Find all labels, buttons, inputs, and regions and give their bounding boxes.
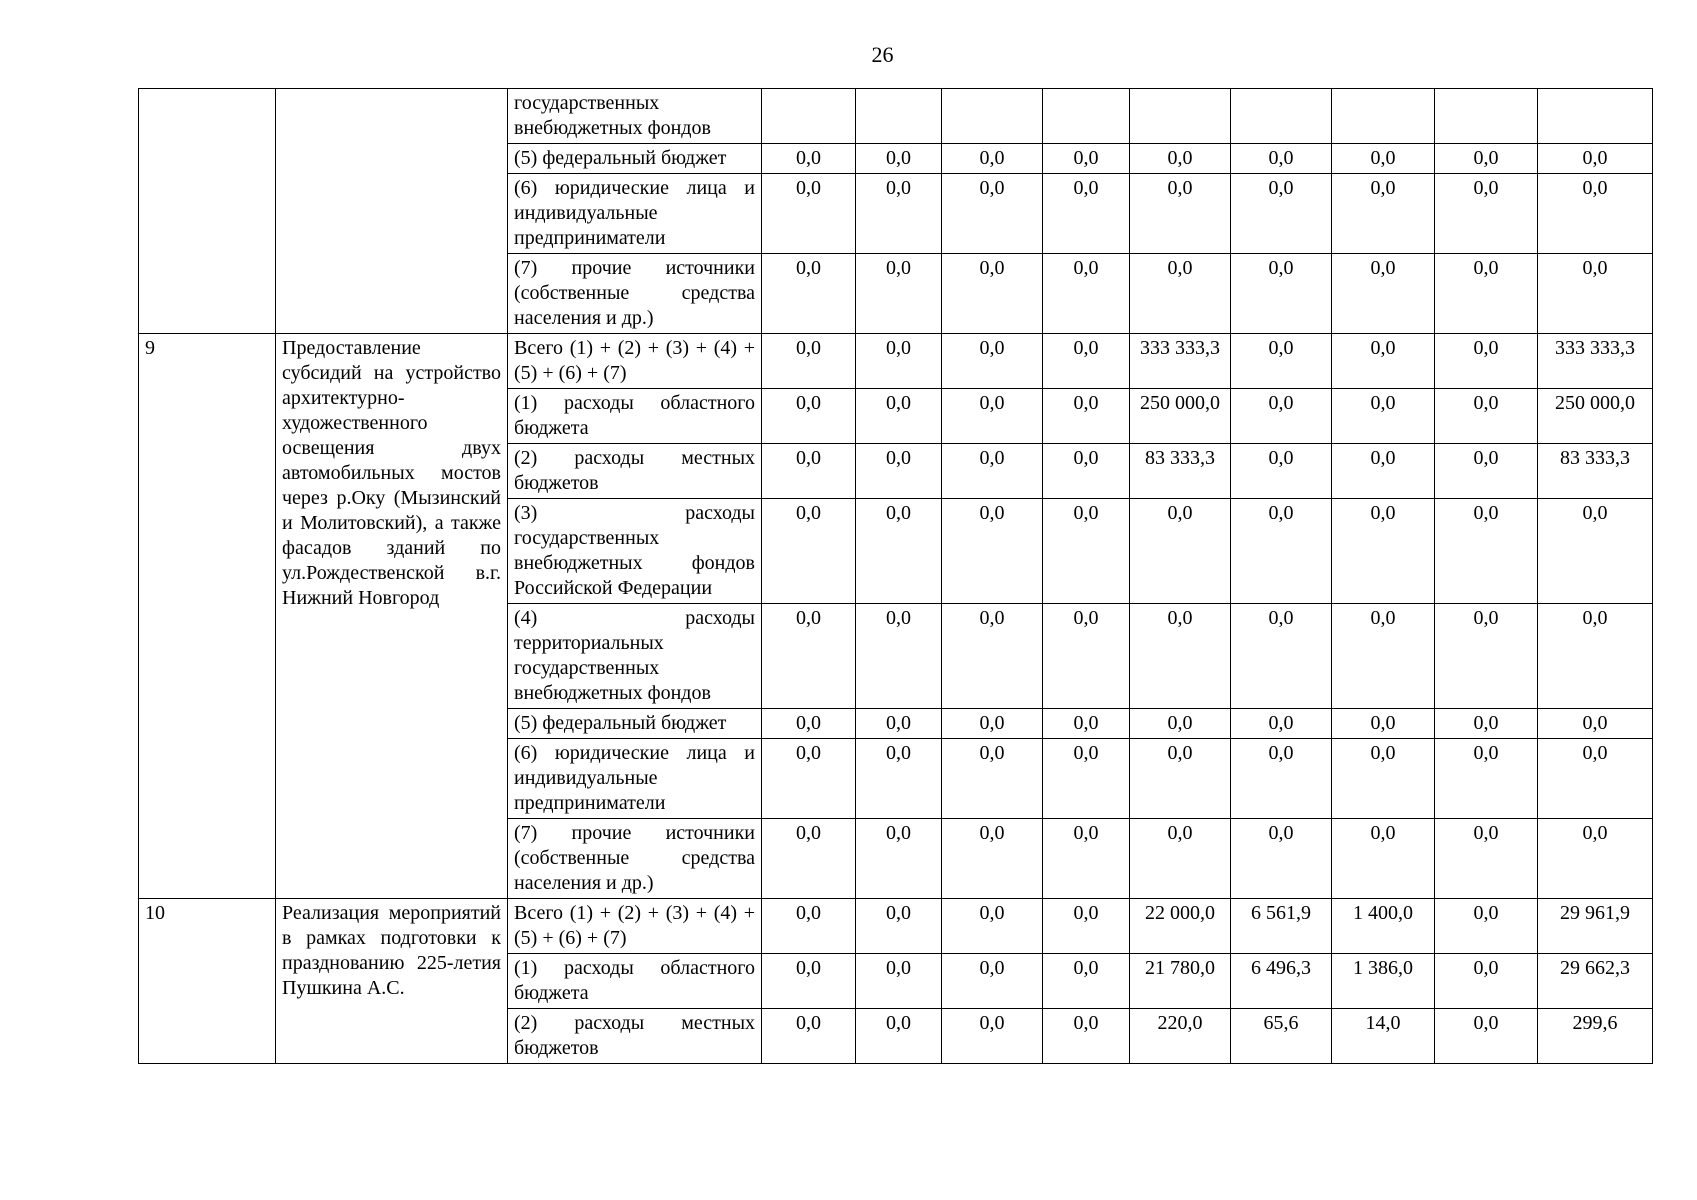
value-cell: 0,0: [1332, 334, 1435, 389]
value-cell: 0,0: [856, 389, 942, 444]
value-cell: 0,0: [1130, 174, 1231, 254]
value-cell: 0,0: [1231, 254, 1332, 334]
funding-source-cell: (4) расходы территориальных государственных внебюджетных фондов: [508, 604, 762, 709]
value-cell: 0,0: [856, 444, 942, 499]
value-cell: 0,0: [1043, 954, 1130, 1009]
measure-number-cell: [139, 89, 276, 334]
value-cell: 0,0: [942, 444, 1043, 499]
value-cell: 0,0: [1231, 499, 1332, 604]
funding-source-cell: государственных внебюджетных фондов: [508, 89, 762, 144]
total-value-cell: 0,0: [1538, 604, 1653, 709]
value-cell: 0,0: [762, 334, 856, 389]
value-cell: 0,0: [942, 389, 1043, 444]
table-row: [139, 899, 1653, 954]
value-cell: 0,0: [1231, 444, 1332, 499]
value-cell: 250 000,0: [1130, 389, 1231, 444]
value-cell: 220,0: [1130, 1009, 1231, 1064]
value-cell: 0,0: [1231, 739, 1332, 819]
value-cell: 0,0: [1130, 254, 1231, 334]
value-cell: 0,0: [1043, 334, 1130, 389]
value-cell: [1130, 89, 1231, 144]
value-cell: 0,0: [856, 954, 942, 1009]
value-cell: 0,0: [942, 819, 1043, 899]
value-cell: 0,0: [1435, 604, 1538, 709]
value-cell: 0,0: [942, 604, 1043, 709]
value-cell: 0,0: [1332, 819, 1435, 899]
value-cell: 0,0: [1043, 1009, 1130, 1064]
value-cell: 0,0: [942, 1009, 1043, 1064]
value-cell: 0,0: [1043, 254, 1130, 334]
value-cell: 0,0: [1130, 709, 1231, 739]
value-cell: 0,0: [1231, 389, 1332, 444]
funding-source-cell: (2) расходы местных бюджетов: [508, 444, 762, 499]
funding-source-cell: (6) юридические лица и индивидуальные предприниматели: [508, 739, 762, 819]
value-cell: 0,0: [1130, 819, 1231, 899]
value-cell: 0,0: [1435, 954, 1538, 1009]
total-value-cell: 250 000,0: [1538, 389, 1653, 444]
value-cell: 0,0: [1043, 444, 1130, 499]
value-cell: [942, 89, 1043, 144]
value-cell: 6 561,9: [1231, 899, 1332, 954]
value-cell: 0,0: [1332, 709, 1435, 739]
total-value-cell: 333 333,3: [1538, 334, 1653, 389]
value-cell: 0,0: [762, 739, 856, 819]
value-cell: 0,0: [1332, 604, 1435, 709]
value-cell: 0,0: [856, 174, 942, 254]
value-cell: 0,0: [1435, 254, 1538, 334]
value-cell: 0,0: [1130, 144, 1231, 174]
value-cell: 0,0: [762, 819, 856, 899]
value-cell: 0,0: [1435, 144, 1538, 174]
value-cell: 0,0: [1435, 709, 1538, 739]
table-row: [139, 334, 1653, 389]
value-cell: 0,0: [1130, 739, 1231, 819]
value-cell: 1 400,0: [1332, 899, 1435, 954]
value-cell: 0,0: [762, 499, 856, 604]
value-cell: 0,0: [856, 254, 942, 334]
value-cell: 0,0: [942, 334, 1043, 389]
value-cell: 0,0: [856, 819, 942, 899]
funding-source-cell: (5) федеральный бюджет: [508, 709, 762, 739]
total-value-cell: 299,6: [1538, 1009, 1653, 1064]
value-cell: 0,0: [1043, 389, 1130, 444]
value-cell: [1043, 89, 1130, 144]
total-value-cell: 0,0: [1538, 254, 1653, 334]
funding-source-cell: (7) прочие источники (собственные средства населения и др.): [508, 254, 762, 334]
value-cell: 1 386,0: [1332, 954, 1435, 1009]
value-cell: 0,0: [1435, 499, 1538, 604]
value-cell: 0,0: [1435, 899, 1538, 954]
total-value-cell: 83 333,3: [1538, 444, 1653, 499]
value-cell: 0,0: [1435, 739, 1538, 819]
funding-source-cell: (5) федеральный бюджет: [508, 144, 762, 174]
value-cell: [1231, 89, 1332, 144]
value-cell: 0,0: [1435, 1009, 1538, 1064]
funding-source-cell: Всего (1) + (2) + (3) + (4) + (5) + (6) + (7): [508, 899, 762, 954]
value-cell: 0,0: [1332, 144, 1435, 174]
value-cell: 0,0: [762, 604, 856, 709]
value-cell: 0,0: [1332, 389, 1435, 444]
value-cell: 0,0: [856, 334, 942, 389]
value-cell: [1435, 89, 1538, 144]
value-cell: 0,0: [856, 899, 942, 954]
value-cell: 0,0: [762, 389, 856, 444]
value-cell: 0,0: [942, 144, 1043, 174]
measure-number-cell: 10: [139, 899, 276, 1064]
value-cell: [1332, 89, 1435, 144]
value-cell: 0,0: [762, 254, 856, 334]
value-cell: 0,0: [1332, 444, 1435, 499]
value-cell: 0,0: [1435, 389, 1538, 444]
table-body: [139, 89, 1653, 1064]
total-value-cell: 0,0: [1538, 709, 1653, 739]
value-cell: 14,0: [1332, 1009, 1435, 1064]
total-value-cell: 0,0: [1538, 144, 1653, 174]
value-cell: 0,0: [1130, 499, 1231, 604]
funding-source-cell: (3) расходы государственных внебюджетных фондов Российской Федерации: [508, 499, 762, 604]
value-cell: 0,0: [1231, 144, 1332, 174]
value-cell: 0,0: [856, 144, 942, 174]
value-cell: 0,0: [942, 709, 1043, 739]
value-cell: 0,0: [856, 1009, 942, 1064]
value-cell: 0,0: [1043, 899, 1130, 954]
value-cell: 0,0: [1332, 499, 1435, 604]
total-value-cell: 0,0: [1538, 174, 1653, 254]
value-cell: 0,0: [1231, 334, 1332, 389]
value-cell: 0,0: [762, 899, 856, 954]
value-cell: 21 780,0: [1130, 954, 1231, 1009]
value-cell: 0,0: [1435, 819, 1538, 899]
value-cell: 0,0: [1231, 709, 1332, 739]
measure-name-cell: Предоставление субсидий на устройство архитектурно-художественного освещения двух автомобильных мостов через р.Оку (Мызинский и Молитовский), а также фасадов зданий по ул.Рождественской в.г. Нижний Новгород: [276, 334, 508, 899]
value-cell: 0,0: [762, 1009, 856, 1064]
value-cell: [762, 89, 856, 144]
total-value-cell: 0,0: [1538, 819, 1653, 899]
value-cell: 0,0: [1043, 604, 1130, 709]
value-cell: 0,0: [942, 899, 1043, 954]
value-cell: 0,0: [1130, 604, 1231, 709]
funding-source-cell: (1) расходы областного бюджета: [508, 389, 762, 444]
value-cell: 6 496,3: [1231, 954, 1332, 1009]
value-cell: 0,0: [856, 739, 942, 819]
total-value-cell: [1538, 89, 1653, 144]
value-cell: 0,0: [856, 499, 942, 604]
total-value-cell: 29 961,9: [1538, 899, 1653, 954]
value-cell: 333 333,3: [1130, 334, 1231, 389]
total-value-cell: 29 662,3: [1538, 954, 1653, 1009]
value-cell: 0,0: [1231, 174, 1332, 254]
value-cell: 0,0: [942, 174, 1043, 254]
value-cell: 0,0: [762, 954, 856, 1009]
funding-source-cell: Всего (1) + (2) + (3) + (4) + (5) + (6) + (7): [508, 334, 762, 389]
value-cell: 0,0: [1043, 144, 1130, 174]
page-number: 26: [871, 42, 894, 67]
value-cell: 22 000,0: [1130, 899, 1231, 954]
value-cell: 0,0: [1043, 819, 1130, 899]
value-cell: 65,6: [1231, 1009, 1332, 1064]
value-cell: 0,0: [1435, 444, 1538, 499]
value-cell: [856, 89, 942, 144]
value-cell: 0,0: [1332, 174, 1435, 254]
value-cell: 0,0: [762, 444, 856, 499]
value-cell: 0,0: [762, 144, 856, 174]
measure-number-cell: 9: [139, 334, 276, 899]
total-value-cell: 0,0: [1538, 499, 1653, 604]
value-cell: 0,0: [942, 954, 1043, 1009]
value-cell: 0,0: [1043, 174, 1130, 254]
value-cell: 0,0: [1043, 499, 1130, 604]
value-cell: 0,0: [1332, 739, 1435, 819]
value-cell: 0,0: [942, 499, 1043, 604]
value-cell: 0,0: [1231, 604, 1332, 709]
funding-source-cell: (6) юридические лица и индивидуальные предприниматели: [508, 174, 762, 254]
value-cell: 0,0: [1043, 739, 1130, 819]
value-cell: 0,0: [762, 174, 856, 254]
funding-source-cell: (7) прочие источники (собственные средства населения и др.): [508, 819, 762, 899]
value-cell: 0,0: [1231, 819, 1332, 899]
value-cell: 0,0: [856, 709, 942, 739]
value-cell: 0,0: [1435, 334, 1538, 389]
value-cell: 0,0: [762, 709, 856, 739]
value-cell: 0,0: [1435, 174, 1538, 254]
measure-name-cell: Реализация мероприятий в рамках подготовки к празднованию 225-летия Пушкина А.С.: [276, 899, 508, 1064]
funding-source-cell: (2) расходы местных бюджетов: [508, 1009, 762, 1064]
budget-table: [138, 88, 1653, 1064]
total-value-cell: 0,0: [1538, 739, 1653, 819]
value-cell: 0,0: [1043, 709, 1130, 739]
value-cell: 0,0: [942, 739, 1043, 819]
value-cell: 83 333,3: [1130, 444, 1231, 499]
funding-source-cell: (1) расходы областного бюджета: [508, 954, 762, 1009]
measure-name-cell: [276, 89, 508, 334]
value-cell: 0,0: [942, 254, 1043, 334]
value-cell: 0,0: [1332, 254, 1435, 334]
table-row: [139, 89, 1653, 144]
value-cell: 0,0: [856, 604, 942, 709]
